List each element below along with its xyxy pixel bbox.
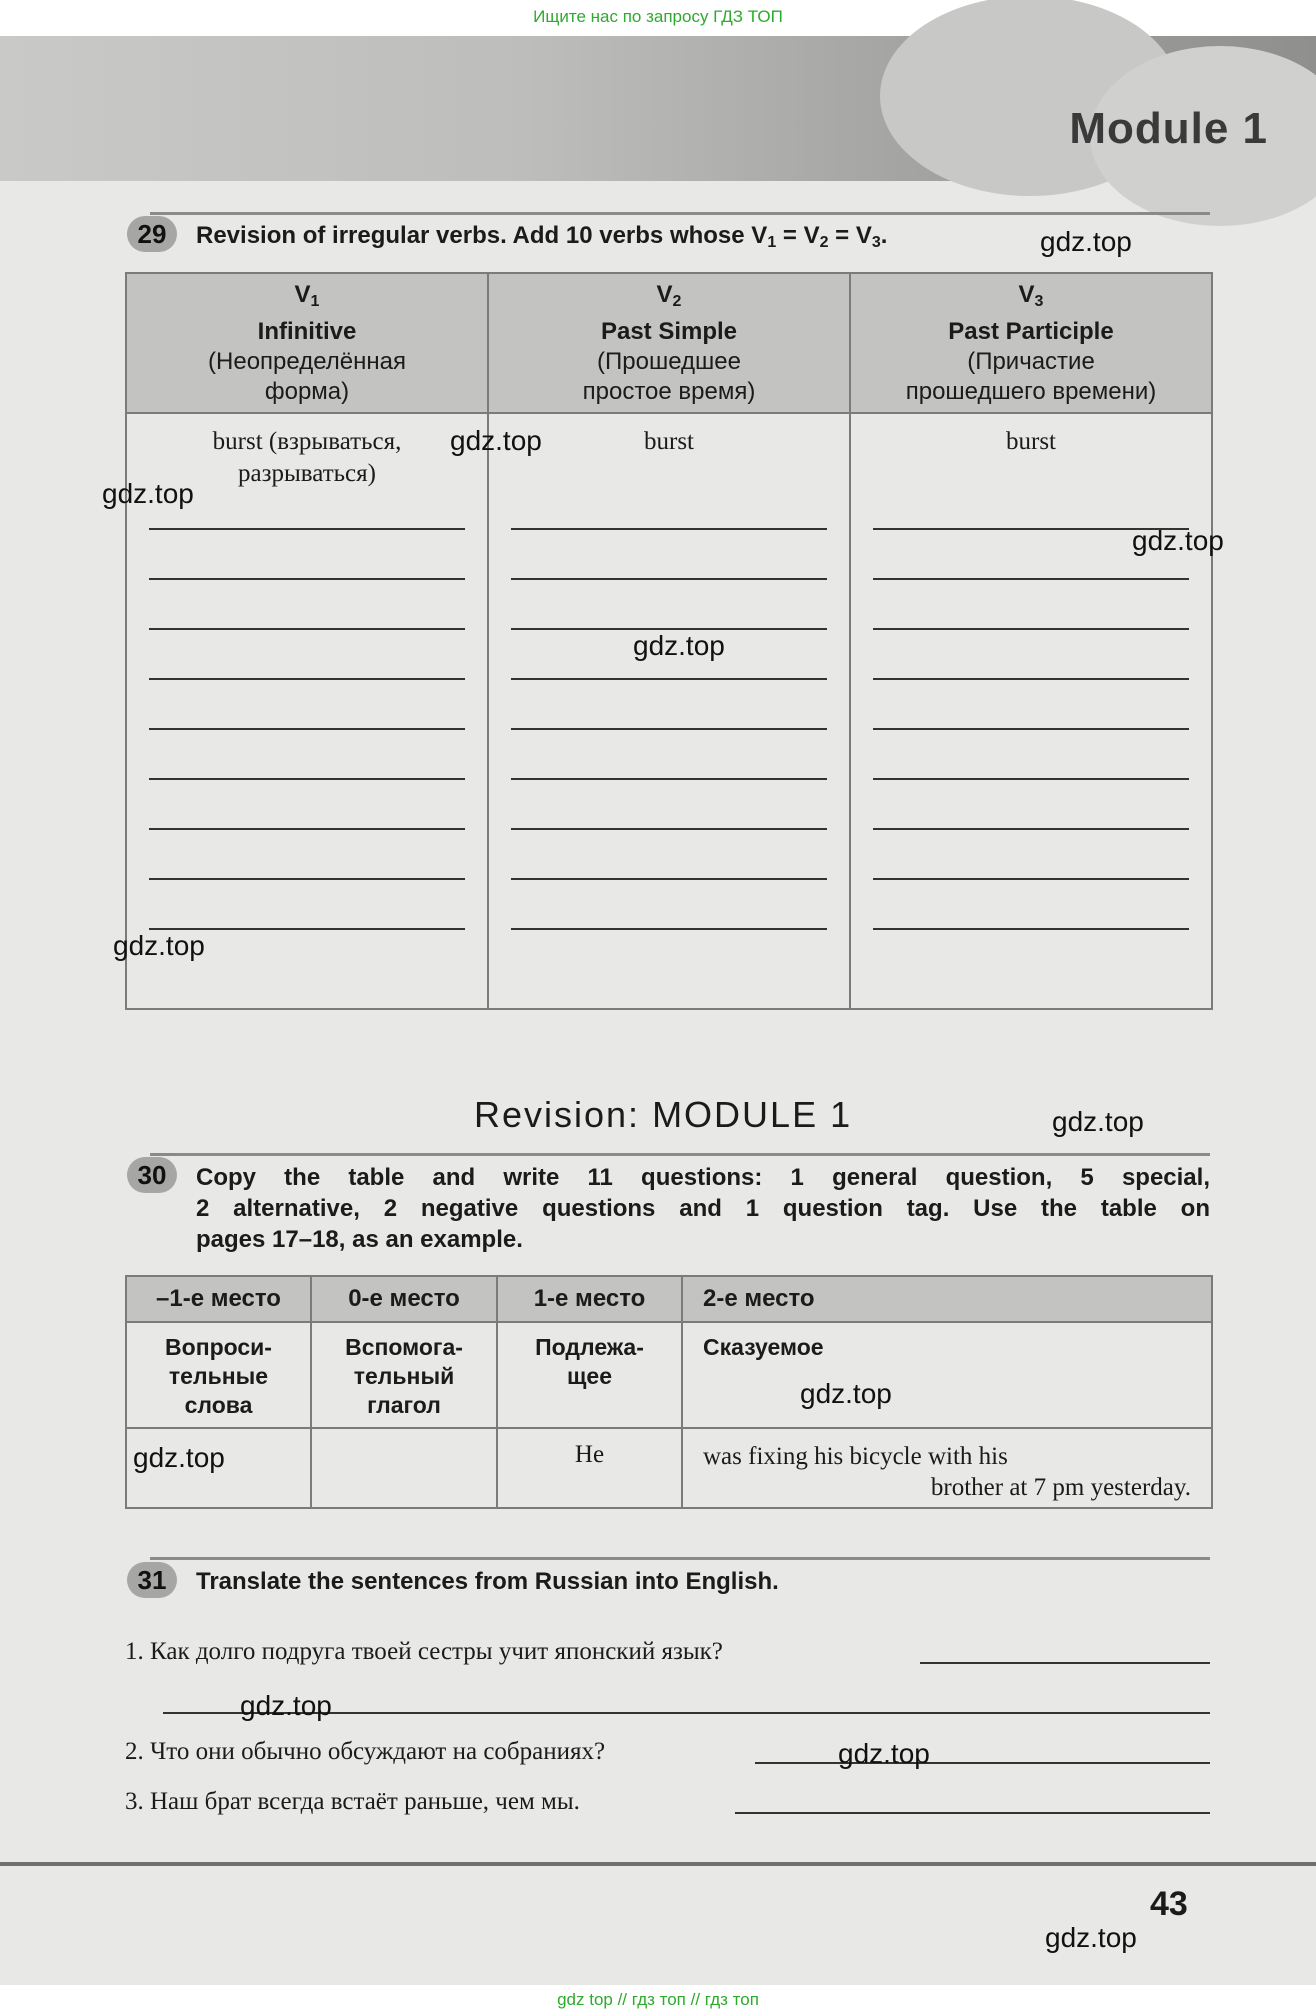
subscript: 1 [767,234,777,251]
header-2: 2-е место [682,1276,1212,1322]
exercise-31-title: Translate the sentences from Russian into English. [196,1568,779,1595]
answer-blank[interactable] [149,878,465,880]
footer-banner: gdz top // гдз топ // гдз топ [0,1985,1316,2015]
answer-blank[interactable] [149,778,465,780]
divider [150,1153,1210,1156]
answer-blank[interactable] [511,528,827,530]
column-header-v2 [488,273,850,413]
answer-blank[interactable] [149,528,465,530]
exercise-number-30: 30 [127,1157,177,1193]
column-name: Past Simple [600,318,738,345]
example-v3: burst [1006,428,1056,455]
answer-blank[interactable] [149,578,465,580]
sentence-2: 2. Что они обычно обсуждают на собраниях? [125,1738,606,1765]
column-header-v1 [126,273,488,413]
question-table [125,1275,1213,1509]
answer-blank[interactable] [511,728,827,730]
sub-header-subject: Подлежа- щее [497,1322,682,1428]
watermark: gdz.top [633,630,725,661]
answer-blank[interactable] [873,928,1189,930]
header-0: 0-е место [311,1276,497,1322]
answer-blanks [127,528,487,930]
exercise-30-line: Copy the table and write 11 questions: 1 general question, 5 special, [196,1164,1210,1191]
answer-blank[interactable] [511,828,827,830]
column-name: Past Participle [948,318,1114,345]
exercise-29-title [196,220,887,258]
answer-blank[interactable] [873,628,1189,630]
v3-column-body [850,413,1212,1009]
exercise-number-29: 29 [127,216,177,252]
watermark: gdz.top [1052,1106,1144,1137]
exercise-30-line: 2 alternative, 2 negative questions and 1 question tag. Use the table on [196,1195,1210,1222]
sub-header-question-words: Вопроси- тельные слова [126,1322,311,1428]
watermark: gdz.top [450,425,542,456]
column-ru: (Прошедшее [597,348,741,375]
answer-blank[interactable] [873,728,1189,730]
answer-line[interactable] [755,1762,1210,1764]
answer-line[interactable] [735,1812,1210,1814]
answer-blank[interactable] [511,778,827,780]
watermark: gdz.top [113,930,205,961]
example-v1: разрываться) [238,460,376,487]
answer-blank[interactable] [149,728,465,730]
header-minus1: –1-е место [126,1276,311,1322]
answer-blank[interactable] [873,678,1189,680]
answer-blank[interactable] [511,878,827,880]
divider [150,1557,1210,1560]
column-ru: прошедшего времени) [905,378,1157,405]
title-part: = V [776,222,820,249]
answer-line[interactable] [920,1662,1210,1664]
title-part: Revision of irregular verbs. Add 10 verbs whose V [196,222,768,249]
example-v1: burst (взрываться, [212,428,402,455]
v-label: $V_3$ [1018,281,1044,310]
watermark: gdz.top [240,1690,332,1721]
answer-blanks [489,528,849,930]
divider [150,212,1210,215]
column-ru: форма) [264,378,350,405]
bottom-rule [0,1862,1316,1866]
watermark: gdz.top [800,1378,892,1409]
title-part: . [880,222,888,249]
watermark: gdz.top [133,1442,225,1473]
answer-blank[interactable] [511,928,827,930]
answer-blank[interactable] [873,828,1189,830]
v-label: $V_2$ [656,281,682,310]
module-header: Module 1 [1069,104,1268,153]
answer-blank[interactable] [149,678,465,680]
answer-blank[interactable] [873,778,1189,780]
subscript: 3 [871,234,881,251]
column-ru: (Неопределённая [208,348,406,375]
v-label: $V_1$ [294,281,320,310]
example-predicate: was fixing his bicycle with his brother at 7 pm yesterday. [682,1428,1212,1508]
answer-blank[interactable] [511,678,827,680]
answer-blank[interactable] [873,878,1189,880]
column-ru: (Причастие [967,348,1095,375]
watermark: gdz.top [1132,525,1224,556]
answer-blanks [851,528,1211,930]
answer-blank[interactable] [149,628,465,630]
column-ru: простое время) [582,378,756,405]
sub-header-auxiliary: Вспомога- тельный глагол [311,1322,497,1428]
subscript: 2 [819,234,829,251]
answer-blank[interactable] [149,828,465,830]
sentence-1: 1. Как долго подруга твоей сестры учит японский язык? [125,1638,723,1665]
sentence-3: 3. Наш брат всегда встаёт раньше, чем мы. [125,1788,580,1815]
watermark: gdz.top [102,478,194,509]
answer-blank[interactable] [873,578,1189,580]
watermark: gdz.top [1040,226,1132,257]
example-cell-empty [311,1428,497,1508]
watermark: gdz.top [838,1738,930,1769]
top-banner: Ищите нас по запросу ГДЗ ТОП [0,0,1316,36]
exercise-number-31: 31 [127,1562,177,1598]
sub-header-predicate: Сказуемое [682,1322,1212,1428]
revision-heading: Revision: MODULE 1 [474,1094,853,1135]
v2-column-body [488,413,850,1009]
example-v2: burst [644,428,694,455]
column-name: Infinitive [257,318,357,345]
page-number: 43 [1150,1885,1188,1923]
title-part: = V [828,222,872,249]
watermark: gdz.top [1045,1922,1137,1953]
column-header-v3 [850,273,1212,413]
example-subject: He [497,1428,682,1508]
exercise-30-line: pages 17–18, as an example. [196,1226,523,1253]
header-1: 1-е место [497,1276,682,1322]
answer-blank[interactable] [511,578,827,580]
